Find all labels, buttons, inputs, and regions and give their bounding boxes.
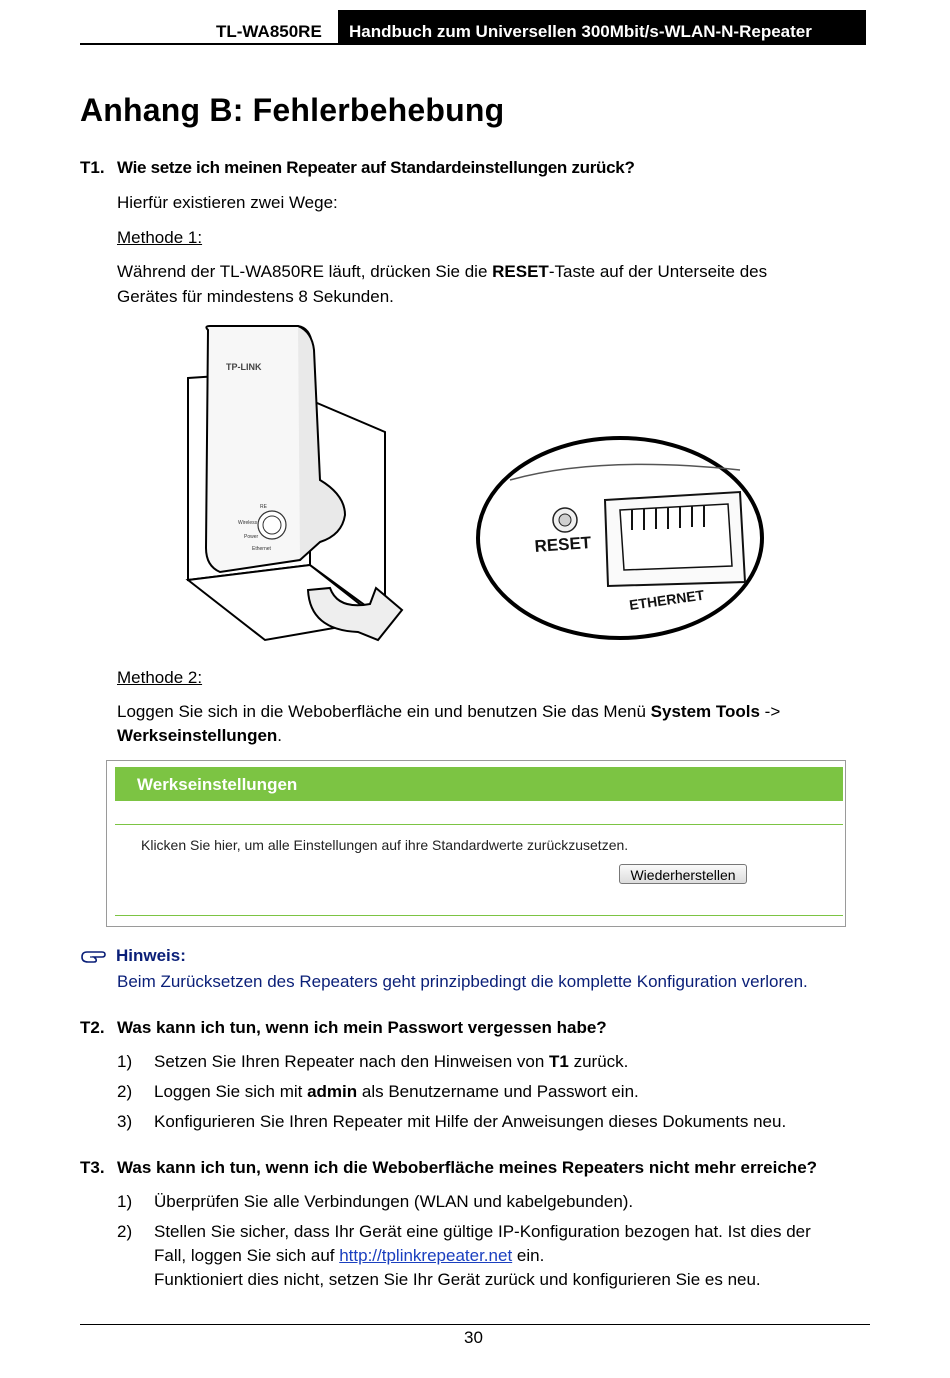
q2-number: T2.	[80, 1018, 105, 1037]
reset-illustration	[180, 320, 780, 650]
method1-text-line1: Während der TL-WA850RE läuft, drücken Sie die RESET-Taste auf der Unterseite des	[117, 262, 768, 281]
note-title: Hinweis:	[116, 946, 186, 965]
header-model: TL-WA850RE	[216, 22, 322, 41]
method2-label: Methode 2:	[117, 668, 203, 687]
q2-item-number: 2)	[117, 1082, 133, 1101]
q3-item-1: Überprüfen Sie alle Verbindungen (WLAN und kabelgebunden).	[154, 1192, 634, 1211]
panel-divider-top	[115, 824, 843, 825]
svg-text:Power: Power	[244, 534, 259, 540]
q2-item-number: 3)	[117, 1112, 133, 1131]
q2-item: Setzen Sie Ihren Repeater nach den Hinweisen von T1 zurück.	[154, 1052, 629, 1071]
note-heading	[80, 946, 186, 966]
q2-question: Was kann ich tun, wenn ich mein Passwort vergessen habe?	[117, 1018, 607, 1037]
q1-intro: Hierfür existieren zwei Wege:	[117, 193, 338, 212]
q3-item-2-line1: Stellen Sie sicher, dass Ihr Gerät eine gültige IP-Konfiguration bezogen hat. Ist dies der	[154, 1222, 811, 1241]
q3-number: T3.	[80, 1158, 105, 1177]
illus-ethernet-label: ETHERNET	[628, 586, 706, 613]
q3-question: Was kann ich tun, wenn ich die Weboberfläche meines Repeaters nicht mehr erreiche?	[117, 1158, 818, 1177]
panel-instruction: Klicken Sie hier, um alle Einstellungen auf ihre Standardwerte zurückzusetzen.	[141, 837, 629, 853]
q2-item-number: 1)	[117, 1052, 133, 1071]
factory-defaults-panel	[106, 760, 846, 927]
method1-text-line2: Gerätes für mindestens 8 Sekunden.	[117, 287, 394, 306]
method2-text-line1: Loggen Sie sich in die Weboberfläche ein und benutzen Sie das Menü System Tools ->	[117, 702, 781, 721]
q3-item-2-line3: Funktioniert dies nicht, setzen Sie Ihr Gerät zurück und konfigurieren Sie es neu.	[154, 1270, 761, 1289]
repeater-url-link[interactable]: http://tplinkrepeater.net	[339, 1246, 513, 1265]
restore-button[interactable]: Wiederherstellen	[619, 864, 747, 884]
footer-rule	[80, 1324, 870, 1325]
note-text: Beim Zurücksetzen des Repeaters geht prinzipbedingt die komplette Konfiguration verloren.	[117, 972, 808, 991]
q3-item-number: 1)	[117, 1192, 133, 1211]
pointing-hand-icon	[80, 949, 106, 965]
illus-brand: TP-LINK	[226, 362, 262, 372]
page-title: Anhang B: Fehlerbehebung	[80, 92, 505, 128]
method2-text-line2: Werkseinstellungen.	[117, 726, 283, 745]
page-number: 30	[464, 1328, 483, 1347]
q2-item: Loggen Sie sich mit admin als Benutzername und Passwort ein.	[154, 1082, 639, 1101]
panel-title: Werkseinstellungen	[137, 775, 298, 794]
method1-label: Methode 1:	[117, 228, 203, 247]
header-manual-title: Handbuch zum Universellen 300Mbit/s-WLAN-N-Repeater	[349, 22, 812, 41]
q2-item: Konfigurieren Sie Ihren Repeater mit Hilfe der Anweisungen dieses Dokuments neu.	[154, 1112, 787, 1131]
q1-number: T1.	[80, 158, 105, 177]
illus-reset-label: RESET	[533, 533, 592, 556]
q1-question: Wie setze ich meinen Repeater auf Standardeinstellungen zurück?	[117, 158, 635, 177]
q3-item-2-line2: Fall, loggen Sie sich auf http://tplinkrepeater.net ein.	[154, 1246, 545, 1265]
panel-divider-bottom	[115, 915, 843, 916]
panel-title-bar	[115, 767, 843, 801]
q3-item-number: 2)	[117, 1222, 133, 1241]
svg-text:RE: RE	[260, 504, 267, 510]
svg-text:Wireless: Wireless	[238, 520, 258, 526]
svg-text:Ethernet: Ethernet	[252, 546, 271, 552]
